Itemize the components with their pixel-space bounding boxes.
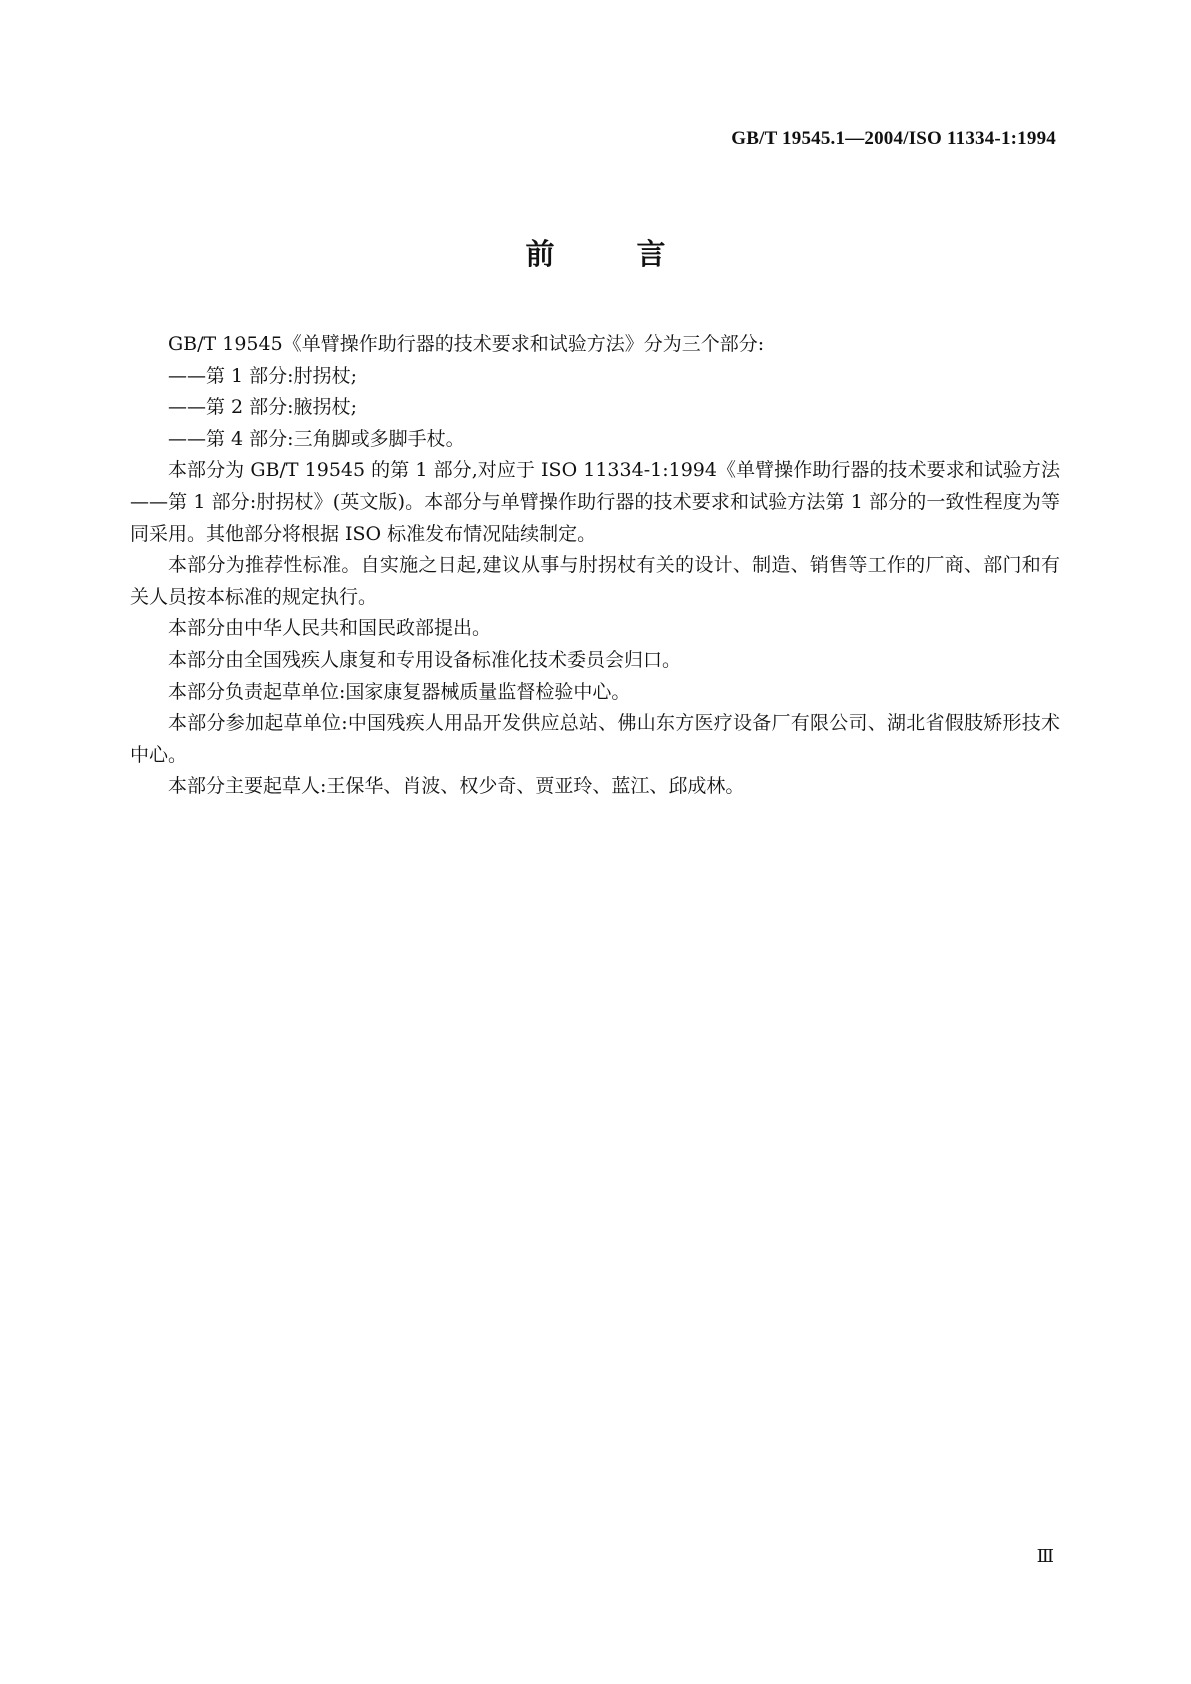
paragraph-committee: 本部分由全国残疾人康复和专用设备标准化技术委员会归口。 (168, 648, 682, 671)
page-title: 前 言 (525, 237, 702, 271)
paragraph-correspondence: 本部分为 GB/T 19545 的第 1 部分,对应于 ISO 11334-1:1994《单臂操作助行器的技术要求和试验方法——第 1 部分:肘拐杖》(英文版)。本部分与单臂操作助行器的技术要求和试验方法第 1 部分的一致性程度为等同采用。其他部分将根据 ISO 标准发布情况陆续制定。 (130, 459, 1060, 545)
paragraph-drafters: 本部分主要起草人:王保华、肖波、权少奇、贾亚玲、蓝江、邱成林。 (168, 775, 745, 798)
paragraph-proposer: 本部分由中华人民共和国民政部提出。 (168, 617, 492, 640)
paragraph-participants: 本部分参加起草单位:中国残疾人用品开发供应总站、佛山东方医疗设备厂有限公司、湖北省假肢矫形技术中心。 (130, 712, 1060, 766)
page-number: Ⅲ (1036, 1546, 1053, 1566)
document-body (130, 329, 1060, 803)
paragraph-lead-drafter: 本部分负责起草单位:国家康复器械质量监督检验中心。 (168, 680, 631, 703)
list-item-part-4: ——第 4 部分:三角脚或多脚手杖。 (168, 427, 465, 450)
paragraph-intro: GB/T 19545《单臂操作助行器的技术要求和试验方法》分为三个部分: (168, 333, 765, 355)
list-item-part-1: ——第 1 部分:肘拐杖; (168, 364, 357, 387)
list-item-part-2: ——第 2 部分:腋拐杖; (168, 396, 357, 419)
paragraph-recommendation: 本部分为推荐性标准。自实施之日起,建议从事与肘拐杖有关的设计、制造、销售等工作的厂商、部门和有关人员按本标准的规定执行。 (130, 554, 1060, 608)
standard-code: GB/T 19545.1—2004/ISO 11334-1:1994 (731, 128, 1056, 149)
